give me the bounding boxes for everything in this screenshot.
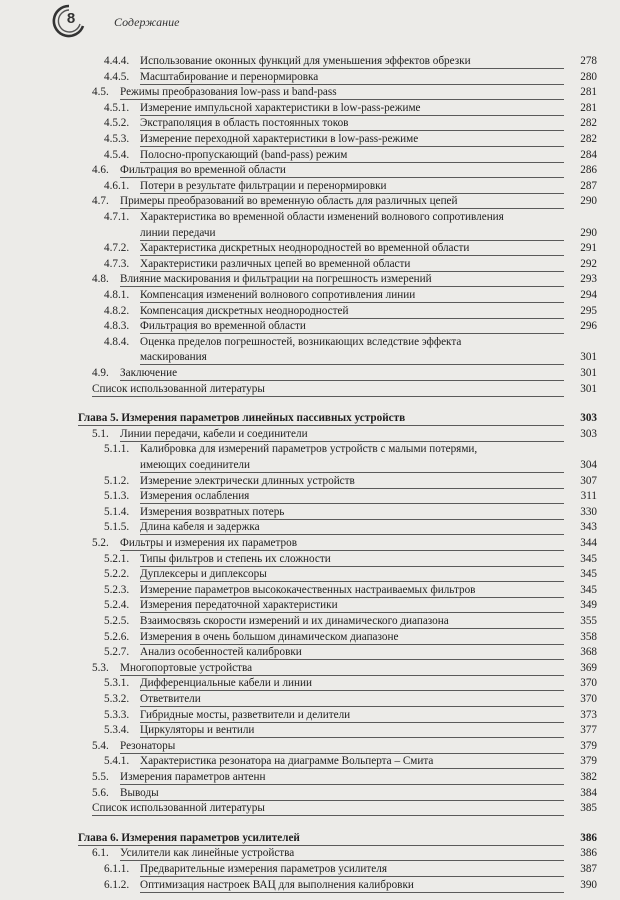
- toc-entry-title: Масштабирование и перенормировка: [140, 70, 564, 85]
- toc-entry: [0, 723, 620, 738]
- toc-entry-number: 4.7.: [92, 195, 109, 208]
- toc-entry-title: Использование оконных функций для уменьшения эффектов обрезки: [140, 54, 564, 69]
- toc-entry-page: 281: [580, 86, 597, 99]
- toc-entry-page: 282: [580, 133, 597, 145]
- toc-entry-page: 368: [580, 646, 597, 659]
- toc-entry-title: Компенсация изменений волнового сопротивления линии: [140, 288, 564, 303]
- toc-entry: [0, 382, 620, 397]
- toc-entry-number: 4.8.3.: [104, 320, 130, 333]
- toc-entry-number: 4.4.4.: [104, 55, 130, 67]
- toc-entry-title: Компенсация дискретных неоднородностей: [140, 304, 564, 319]
- toc-entry: [0, 272, 620, 287]
- toc-entry-page: 291: [580, 242, 597, 255]
- toc-entry-page: 385: [580, 802, 597, 815]
- toc-entry-title: Характеристики различных цепей во временной области: [140, 257, 564, 272]
- toc-entry-page: 390: [580, 878, 597, 891]
- toc-entry-page: 295: [580, 304, 597, 317]
- toc-entry-title: Анализ особенностей калибровки: [140, 645, 564, 660]
- toc-entry-number: 4.5.: [92, 86, 109, 99]
- toc-entry: [0, 786, 620, 801]
- toc-entry-number: 4.7.2.: [104, 242, 130, 255]
- toc-entry-title: Влияние маскирования и фильтрации на погрешность измерений: [120, 272, 564, 287]
- toc-entry-title: Глава 6. Измерения параметров усилителей: [78, 831, 564, 846]
- toc-entry-title: Измерения возвратных потерь: [140, 505, 564, 520]
- toc-entry-page: 286: [580, 164, 597, 177]
- toc-entry-page: 355: [580, 615, 597, 627]
- toc-entry: [0, 661, 620, 676]
- toc-entry-page: 384: [580, 786, 597, 799]
- toc-entry: [0, 536, 620, 551]
- toc-entry-title: Экстраполяция в область постоянных токов: [140, 116, 564, 131]
- toc-entry-number: 5.2.7.: [104, 646, 130, 659]
- toc-entry: [0, 54, 620, 69]
- toc-entry-title: имеющих соединители: [140, 458, 564, 473]
- toc-entry-page: 373: [580, 708, 597, 721]
- toc-entry-page: 282: [580, 117, 597, 130]
- toc-entry-title: Измерение переходной характеристики в low-pass-режиме: [140, 132, 564, 147]
- toc-entry: [0, 692, 620, 707]
- toc-entry-title: Измерение электрически длинных устройств: [140, 474, 564, 489]
- toc-entry-number: 5.2.: [92, 537, 109, 549]
- toc-entry-number: 4.7.3.: [104, 257, 130, 270]
- toc-entry-title: Резонаторы: [120, 739, 564, 754]
- toc-entry-title: Гибридные мосты, разветвители и делители: [140, 708, 564, 723]
- page-number: 8: [66, 10, 76, 27]
- toc-entry-page: 386: [580, 847, 597, 860]
- toc-chapter-entry: [0, 411, 620, 426]
- toc-entry-page: 377: [580, 724, 597, 737]
- toc-entry-title: Длина кабеля и задержка: [140, 520, 564, 535]
- toc-entry-page: 287: [580, 179, 597, 192]
- toc-entry-number: 5.2.6.: [104, 630, 130, 643]
- toc-entry: [0, 350, 620, 365]
- toc-entry: [0, 163, 620, 178]
- toc-entry-number: 4.5.4.: [104, 148, 130, 161]
- toc-entry-page: 278: [580, 55, 597, 67]
- toc-entry-number: 4.8.4.: [104, 335, 130, 348]
- toc-entry-title: Измерения передаточной характеристики: [140, 598, 564, 613]
- toc-entry: [0, 862, 620, 877]
- toc-entry-page: 301: [580, 382, 597, 395]
- toc-entry-number: 5.5.: [92, 771, 109, 783]
- toc-entry: [0, 614, 620, 629]
- toc-entry-title: Характеристика дискретных неоднородностей во временной области: [140, 241, 564, 256]
- toc-entry-page: 301: [580, 367, 597, 379]
- toc-entry: [0, 645, 620, 660]
- toc-entry: [0, 552, 620, 567]
- toc-entry-number: 5.6.: [92, 786, 109, 799]
- toc-entry-number: 4.9.: [92, 367, 109, 379]
- toc-entry-page: 370: [580, 693, 597, 705]
- toc-entry-title: Ответвители: [140, 692, 564, 707]
- toc-entry: [0, 319, 620, 334]
- toc-entry-number: 6.1.2.: [104, 878, 130, 891]
- toc-entry: [0, 366, 620, 381]
- toc-entry-page: 369: [580, 661, 597, 674]
- toc-entry-page: 345: [580, 552, 597, 565]
- toc-entry: [0, 676, 620, 691]
- toc-entry: [0, 878, 620, 893]
- toc-entry-title: Усилители как линейные устройства: [120, 846, 564, 861]
- toc-entry-page: 296: [580, 320, 597, 333]
- toc-entry-number: 4.5.3.: [104, 133, 130, 145]
- toc-entry-number: 4.6.1.: [104, 179, 130, 192]
- toc-entry-number: 4.8.2.: [104, 304, 130, 317]
- running-title: Содержание: [114, 15, 180, 29]
- toc-entry-number: 4.5.1.: [104, 101, 130, 114]
- toc-entry: [0, 85, 620, 100]
- toc-entry-title: Циркуляторы и вентили: [140, 723, 564, 738]
- toc-entry-title: Измерения параметров антенн: [120, 770, 564, 785]
- toc-entry-number: 5.1.: [92, 427, 109, 440]
- toc-entry-title: Фильтрация во временной области: [140, 319, 564, 334]
- toc-entry-page: 370: [580, 677, 597, 690]
- toc-entry-title: маскирования: [140, 350, 564, 365]
- toc-entry-number: 5.1.3.: [104, 490, 130, 503]
- toc-entry-title: Примеры преобразований во временную область для различных цепей: [120, 194, 564, 209]
- toc-entry-number: 4.4.5.: [104, 70, 130, 83]
- toc-entry-number: 5.1.2.: [104, 474, 130, 487]
- toc-entry: [0, 708, 620, 723]
- toc-entry: [0, 179, 620, 194]
- toc-entry: [0, 630, 620, 645]
- toc-entry-number: 4.8.1.: [104, 289, 130, 301]
- toc-entry-number: 4.8.: [92, 273, 109, 286]
- toc-entry-number: 5.3.4.: [104, 724, 130, 737]
- toc-entry: [0, 458, 620, 473]
- toc-entry: [0, 567, 620, 582]
- toc-entry: [0, 70, 620, 85]
- toc-entry: [0, 505, 620, 520]
- toc-entry: [0, 288, 620, 303]
- toc-entry-title: Взаимосвязь скорости измерений и их динамического диапазона: [140, 614, 564, 629]
- toc-entry-title: линии передачи: [140, 226, 564, 241]
- toc-entry-title: Режимы преобразования low-pass и band-pass: [120, 85, 564, 100]
- toc-entry-title: Список использованной литературы: [92, 382, 564, 397]
- toc-entry: [0, 210, 620, 225]
- toc-entry-page: 330: [580, 505, 597, 518]
- toc-entry-title: Оптимизация настроек ВАЦ для выполнения калибровки: [140, 878, 564, 893]
- toc-entry-page: 344: [580, 537, 597, 549]
- toc-entry-title: Калибровка для измерений параметров устройств с малыми потерями,: [140, 443, 478, 456]
- toc-entry-page: 358: [580, 630, 597, 643]
- toc-entry: [0, 241, 620, 256]
- toc-entry-number: 4.6.: [92, 164, 109, 177]
- toc-entry-page: 304: [580, 459, 597, 471]
- toc-entry: [0, 474, 620, 489]
- toc-entry: [0, 442, 620, 457]
- toc-entry-page: 292: [580, 257, 597, 270]
- toc-entry: [0, 116, 620, 131]
- toc-entry: [0, 257, 620, 272]
- toc-entry-title: Дифференциальные кабели и линии: [140, 676, 564, 691]
- toc-entry-page: 281: [580, 101, 597, 114]
- toc-entry-title: Измерение импульсной характеристики в low-pass-режиме: [140, 101, 564, 116]
- toc-entry-title: Глава 5. Измерения параметров линейных пассивных устройств: [78, 411, 564, 426]
- toc-entry-number: 4.7.1.: [104, 211, 130, 223]
- toc-entry-title: Измерения ослабления: [140, 489, 564, 504]
- toc-entry: [0, 226, 620, 241]
- toc-entry: [0, 770, 620, 785]
- toc-entry-page: 349: [580, 599, 597, 612]
- toc-entry: [0, 583, 620, 598]
- toc-entry-page: 284: [580, 148, 597, 161]
- toc-entry-title: Измерения в очень большом динамическом диапазоне: [140, 630, 564, 645]
- toc-entry: [0, 132, 620, 147]
- toc-entry: [0, 739, 620, 754]
- toc-entry-page: 307: [580, 474, 597, 487]
- toc-entry-title: Характеристика во временной области изменений волнового сопротивления: [140, 211, 504, 223]
- toc-entry-page: 379: [580, 739, 597, 752]
- toc-entry-number: 6.1.: [92, 847, 109, 860]
- toc-entry: [0, 598, 620, 613]
- toc-entry-title: Предварительные измерения параметров усилителя: [140, 862, 564, 877]
- toc-entry-number: 5.3.3.: [104, 708, 130, 721]
- toc-entry-number: 5.1.5.: [104, 521, 130, 534]
- toc-entry-title: Дуплексеры и диплексоры: [140, 567, 564, 582]
- toc-entry-number: 5.2.1.: [104, 552, 130, 565]
- toc-entry: [0, 846, 620, 861]
- toc-entry-title: Выводы: [120, 786, 564, 801]
- toc-entry-title: Характеристика резонатора на диаграмме Вольперта – Смита: [140, 754, 564, 769]
- toc-entry: [0, 427, 620, 442]
- toc-entry-number: 5.2.5.: [104, 615, 130, 627]
- toc-entry-page: 301: [580, 351, 597, 364]
- toc-entry-page: 290: [580, 195, 597, 208]
- toc-entry-title: Измерение параметров высококачественных настраиваемых фильтров: [140, 583, 564, 598]
- toc-entry-title: Список использованной литературы: [92, 801, 564, 816]
- toc-entry-page: 343: [580, 521, 597, 534]
- toc-entry-number: 5.3.: [92, 661, 109, 674]
- toc-entry-number: 5.1.4.: [104, 505, 130, 518]
- toc-entry: [0, 754, 620, 769]
- toc-entry-page: 294: [580, 289, 597, 301]
- toc-entry-number: 5.1.1.: [104, 443, 130, 456]
- toc-entry: [0, 335, 620, 350]
- toc-entry-title: Потери в результате фильтрации и перенормировки: [140, 179, 564, 194]
- toc-entry: [0, 304, 620, 319]
- toc-entry-title: Многопортовые устройства: [120, 661, 564, 676]
- toc-entry: [0, 520, 620, 535]
- toc-entry: [0, 801, 620, 816]
- toc-entry-number: 5.3.2.: [104, 693, 130, 705]
- toc-entry-page: 382: [580, 771, 597, 783]
- toc-entry-number: 5.2.4.: [104, 599, 130, 612]
- toc-entry-number: 5.2.3.: [104, 583, 130, 596]
- toc-entry-number: 5.4.: [92, 739, 109, 752]
- toc-entry: [0, 101, 620, 116]
- toc-entry-page: 290: [580, 226, 597, 239]
- toc-entry-title: Фильтры и измерения их параметров: [120, 536, 564, 551]
- toc-entry: [0, 194, 620, 209]
- toc-entry-number: 6.1.1.: [104, 863, 130, 875]
- toc-entry-title: Фильтрация во временной области: [120, 163, 564, 178]
- toc-entry-page: 387: [580, 863, 597, 875]
- toc-entry-number: 5.4.1.: [104, 755, 130, 768]
- toc-entry-title: Линии передачи, кабели и соединители: [120, 427, 564, 442]
- toc-entry: [0, 489, 620, 504]
- page-header: [52, 4, 592, 38]
- toc-entry-title: Типы фильтров и степень их сложности: [140, 552, 564, 567]
- toc-entry-page: 303: [580, 427, 597, 440]
- toc-entry-page: 303: [580, 412, 597, 425]
- toc-entry-number: 5.2.2.: [104, 568, 130, 581]
- toc-entry-title: Оценка пределов погрешностей, возникающих вследствие эффекта: [140, 335, 462, 348]
- toc-entry-number: 4.5.2.: [104, 117, 130, 130]
- toc-chapter-entry: [0, 831, 620, 846]
- toc-entry-page: 293: [580, 273, 597, 286]
- toc-entry-page: 386: [580, 831, 597, 844]
- toc-entry-title: Полосно-пропускающий (band-pass) режим: [140, 148, 564, 163]
- toc-entry-page: 280: [580, 70, 597, 83]
- toc-entry-page: 379: [580, 755, 597, 768]
- toc-entry-page: 311: [580, 490, 597, 503]
- toc-entry: [0, 148, 620, 163]
- toc-entry-page: 345: [580, 583, 597, 596]
- toc-entry-number: 5.3.1.: [104, 677, 130, 690]
- toc-entry-page: 345: [580, 568, 597, 581]
- toc-entry-title: Заключение: [120, 366, 564, 381]
